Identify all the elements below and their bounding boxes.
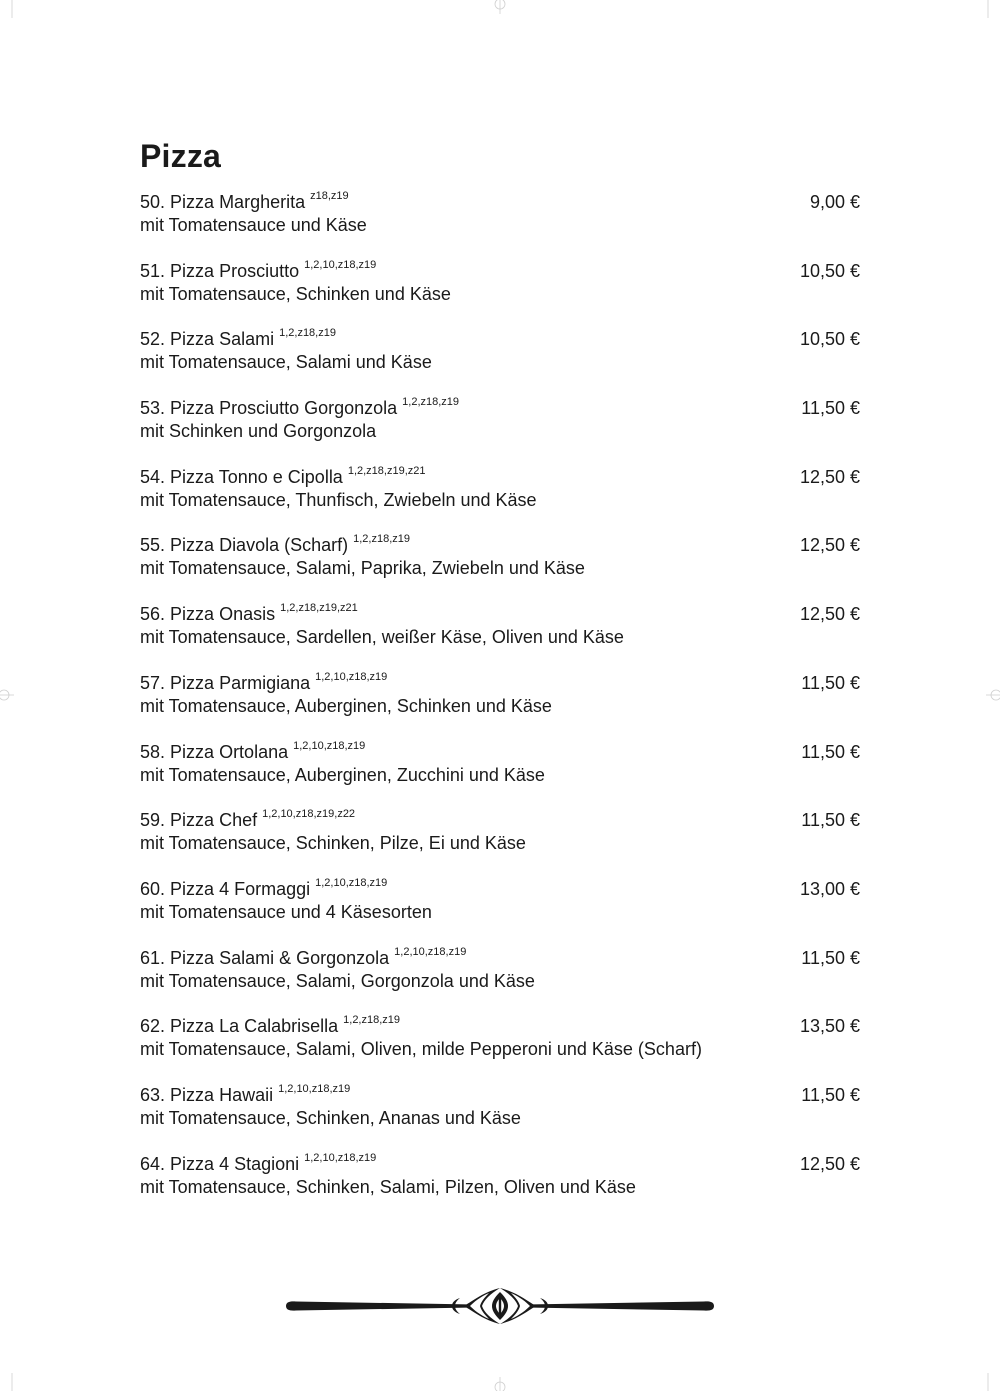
menu-item-allergens: 1,2,10,z18,z19,z22 [262,808,356,821]
menu-item-number: 56. [140,604,166,625]
menu-item-name: Pizza Tonno e Cipolla [170,466,343,487]
menu-item-description: mit Tomatensauce und Käse [140,215,367,235]
menu-item-allergens: 1,2,10,z18,z19 [304,258,377,271]
menu-item-allergens: 1,2,10,z18,z19 [278,1082,351,1095]
menu-item-number: 61. [140,947,166,968]
divider-ornament-icon [284,1284,716,1328]
menu-item-description: mit Tomatensauce, Salami, Paprika, Zwiebeln und Käse [140,558,585,579]
menu-item-allergens: 1,2,10,z18,z19 [394,945,467,958]
menu-item-name: Pizza Salami & Gorgonzola [170,947,390,968]
menu-item [140,740,860,809]
menu-item-header [140,808,860,832]
menu-item-price: 11,50 € [801,398,860,419]
menu-item-price: 11,50 € [801,672,860,693]
menu-item [140,1014,860,1083]
menu-item-description: mit Tomatensauce, Schinken, Pilze, Ei und Käse [140,833,526,854]
menu-item-name: Pizza Parmigiana [170,672,311,693]
menu-item [140,396,860,465]
menu-item-price: 10,50 € [799,260,860,281]
menu-item-name: Pizza 4 Formaggi [170,878,311,899]
menu-item-price: 11,50 € [801,741,860,762]
menu-item-description: mit Tomatensauce, Schinken, Salami, Pilzen, Oliven und Käse [140,1176,636,1197]
menu-item-number: 53. [140,398,166,419]
menu-item-allergens: 1,2,10,z18,z19 [315,876,388,889]
menu-item-number: 57. [140,672,166,693]
menu-item [140,1152,860,1221]
menu-item-header [140,740,860,764]
menu-item-header [140,259,860,283]
menu-item-description: mit Tomatensauce, Salami und Käse [140,352,432,373]
menu-item-price: 12,50 € [799,466,860,487]
menu-item-header [140,465,860,489]
menu-item-header [140,602,860,626]
menu-item-description: mit Tomatensauce, Schinken und Käse [140,283,451,304]
menu-item-price: 12,50 € [799,604,860,625]
menu-item-allergens: 1,2,z18,z19,z21 [280,602,358,615]
menu-item-description: mit Tomatensauce, Salami, Gorgonzola und Käse [140,970,535,991]
menu-item-name: Pizza Prosciutto [170,260,300,281]
menu-item-name: Pizza Prosciutto Gorgonzola [170,398,398,419]
menu-item-number: 54. [140,466,166,487]
menu-item-header [140,1083,860,1107]
menu-item-number: 59. [140,810,166,831]
menu-item-header [140,946,860,970]
menu-item [140,877,860,946]
menu-item [140,602,860,671]
menu-item-allergens: 1,2,10,z18,z19 [293,739,366,752]
menu-item-name: Pizza Hawaii [170,1084,274,1105]
menu-item-name: Pizza Onasis [170,604,276,625]
menu-item-description: mit Tomatensauce, Schinken, Ananas und Käse [140,1107,521,1128]
menu-item-header [140,396,860,420]
menu-item [140,946,860,1015]
menu-item-description: mit Tomatensauce, Auberginen, Zucchini und Käse [140,764,545,785]
menu-item-price: 11,50 € [801,947,860,968]
menu-item-price: 13,00 € [799,878,860,899]
menu-item-allergens: z18,z19 [310,190,349,202]
menu-item-description: mit Tomatensauce, Salami, Oliven, milde Pepperoni und Käse (Scharf) [140,1039,702,1060]
menu-item-name: Pizza Chef [170,810,258,831]
menu-item-name: Pizza Ortolana [170,741,289,762]
menu-item-header [140,877,860,901]
menu-item [140,465,860,534]
menu-item-price: 10,50 € [799,329,860,350]
menu-item-name: Pizza Margherita [170,192,306,212]
section-title: Pizza [140,138,222,174]
menu-item-number: 51. [140,260,166,281]
menu-item-allergens: 1,2,10,z18,z19 [315,670,388,683]
menu-item-number: 63. [140,1084,166,1105]
menu-item-name: Pizza 4 Stagioni [170,1153,300,1174]
menu-item-allergens: 1,2,z18,z19 [353,533,410,546]
menu-item-allergens: 1,2,z18,z19,z21 [347,464,426,477]
menu-item-header [140,671,860,695]
menu-item-price: 12,50 € [799,535,860,556]
menu-item-number: 52. [140,329,166,350]
menu-item-description: mit Tomatensauce, Sardellen, weißer Käse, Oliven und Käse [140,627,624,648]
menu-item-description: mit Tomatensauce, Auberginen, Schinken und Käse [140,695,552,716]
menu-item-header [140,190,860,214]
menu-item-description: mit Schinken und Gorgonzola [140,421,377,442]
pizza-menu-list [140,190,860,1220]
menu-item-header [140,533,860,557]
menu-item-header [140,1152,860,1176]
menu-item-name: Pizza La Calabrisella [170,1016,339,1037]
menu-item-price: 11,50 € [801,1084,860,1105]
menu-item [140,1083,860,1152]
menu-item-number: 64. [140,1153,166,1174]
menu-item-number: 55. [140,535,166,556]
menu-item-description: mit Tomatensauce, Thunfisch, Zwiebeln und Käse [140,489,537,510]
menu-item-name: Pizza Diavola (Scharf) [170,535,349,556]
menu-item-name: Pizza Salami [170,329,275,350]
menu-item-price: 12,50 € [799,1153,860,1174]
menu-item-number: 50. [140,192,166,212]
menu-item-description: mit Tomatensauce und 4 Käsesorten [140,901,432,922]
menu-item [140,671,860,740]
menu-item [140,259,860,328]
menu-item-price: 13,50 € [799,1016,860,1037]
menu-item-allergens: 1,2,z18,z19 [343,1014,401,1027]
menu-item [140,533,860,602]
menu-item [140,808,860,877]
menu-item-allergens: 1,2,z18,z19 [402,396,460,409]
menu-item-number: 62. [140,1016,166,1037]
menu-item-allergens: 1,2,z18,z19 [279,327,336,340]
menu-item-number: 58. [140,741,166,762]
menu-item-price: 11,50 € [801,810,860,831]
menu-item [140,327,860,396]
menu-item-number: 60. [140,878,166,899]
menu-item-header [140,1014,860,1038]
menu-item-allergens: 1,2,10,z18,z19 [304,1151,377,1164]
menu-item-header [140,327,860,351]
menu-item-price: 9,00 € [809,192,860,212]
menu-item [140,190,860,259]
